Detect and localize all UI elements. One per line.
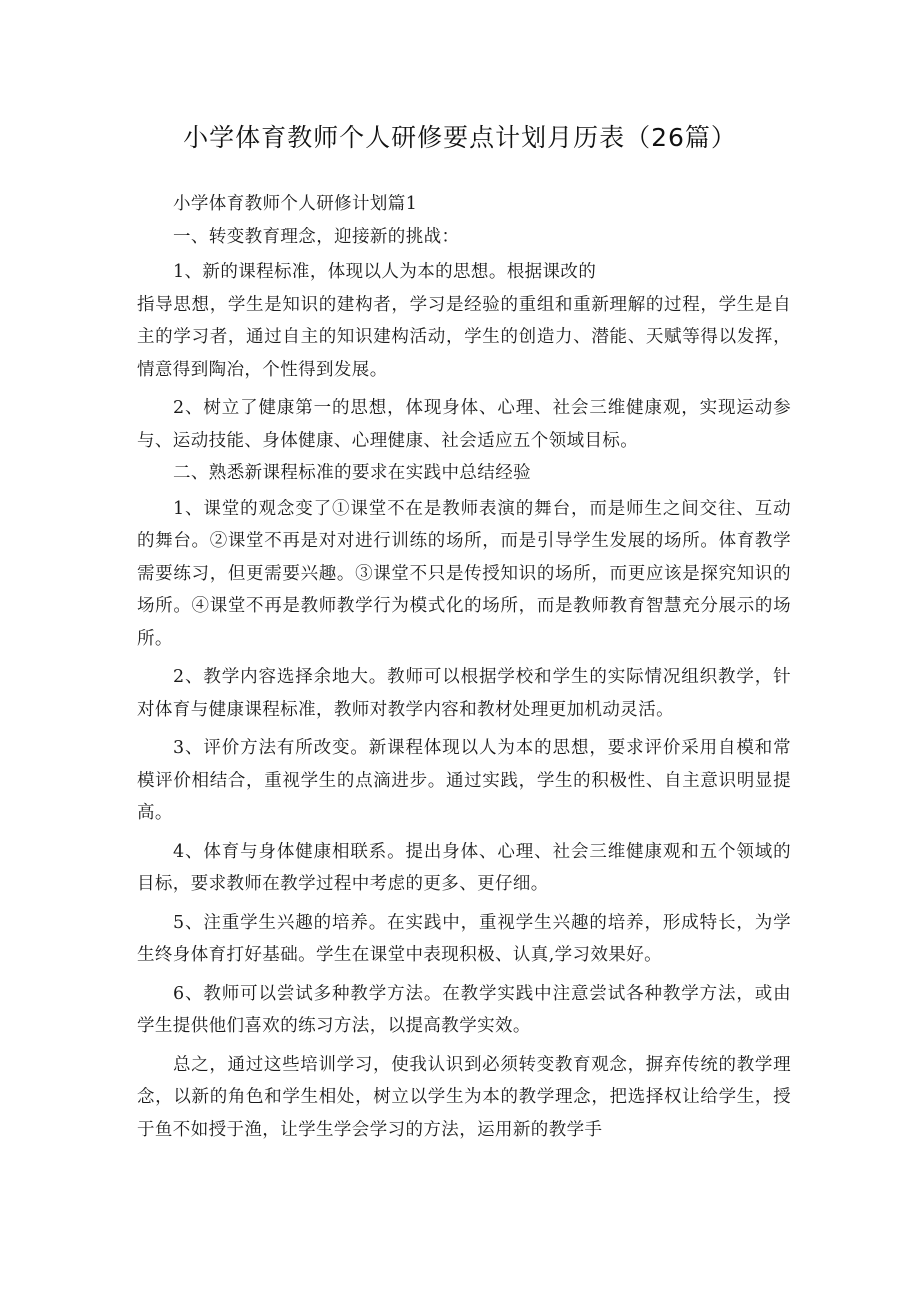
paragraph: 指导思想，学生是知识的建构者，学习是经验的重组和重新理解的过程，学生是自主的学习者，通过自主的知识建构活动，学生的创造力、潜能、天赋等得以发挥，情意得到陶冶，个性得到发展。 [137, 294, 791, 380]
section-heading: 小学体育教师个人研修计划篇1 [173, 194, 418, 214]
paragraph: 总之，通过这些培训学习，使我认识到必须转变教育观念，摒弃传统的教学理念，以新的角色和学生相处，树立以学生为本的教学理念，把选择权让给学生，授于鱼不如授于渔，让学生学会学习的方法，运用新的教学手 [137, 1054, 791, 1140]
heading-level-1: 一、转变教育理念，迎接新的挑战： [173, 226, 460, 247]
paragraph: 4、体育与身体健康相联系。提出身体、心理、社会三维健康观和五个领域的目标，要求教师在教学过程中考虑的更多、更仔细。 [137, 841, 791, 894]
paragraph: 6、教师可以尝试多种教学方法。在教学实践中注意尝试各种教学方法，或由学生提供他们喜欢的练习方法，以提高教学实效。 [137, 983, 791, 1036]
paragraph: 3、评价方法有所改变。新课程体现以人为本的思想，要求评价采用自模和常模评价相结合，重视学生的点滴进步。通过实践，学生的积极性、自主意识明显提高。 [137, 738, 791, 823]
document-title: 小学体育教师个人研修要点计划月历表（26篇） [183, 123, 737, 152]
paragraph: 1、课堂的观念变了①课堂不在是教师表演的舞台，而是师生之间交往、互动的舞台。②课堂不再是对对进行训练的场所，而是引导学生发展的场所。体育教学需要练习，但更需要兴趣。③课堂不只是传授知识的场所，而更应该是探究知识的场所。④课堂不再是教师教学行为模式化的场所，而是教师教育智慧充分展示的场所。 [137, 498, 791, 649]
paragraph: 5、注重学生兴趣的培养。在实践中，重视学生兴趣的培养，形成特长，为学生终身体育打好基础。学生在课堂中表现积极、认真,学习效果好。 [137, 912, 791, 965]
paragraph: 1、新的课程标准，体现以人为本的思想。根据课改的 [173, 262, 597, 282]
document-body [137, 188, 791, 1146]
heading-level-1: 二、熟悉新课程标准的要求在实践中总结经验 [173, 463, 531, 483]
paragraph: 2、树立了健康第一的思想，体现身体、心理、社会三维健康观，实现运动参与、运动技能、身体健康、心理健康、社会适应五个领域目标。 [137, 398, 791, 451]
paragraph: 2、教学内容选择余地大。教师可以根据学校和学生的实际情况组织教学，针对体育与健康课程标准，教师对教学内容和教材处理更加机动灵活。 [137, 667, 791, 720]
